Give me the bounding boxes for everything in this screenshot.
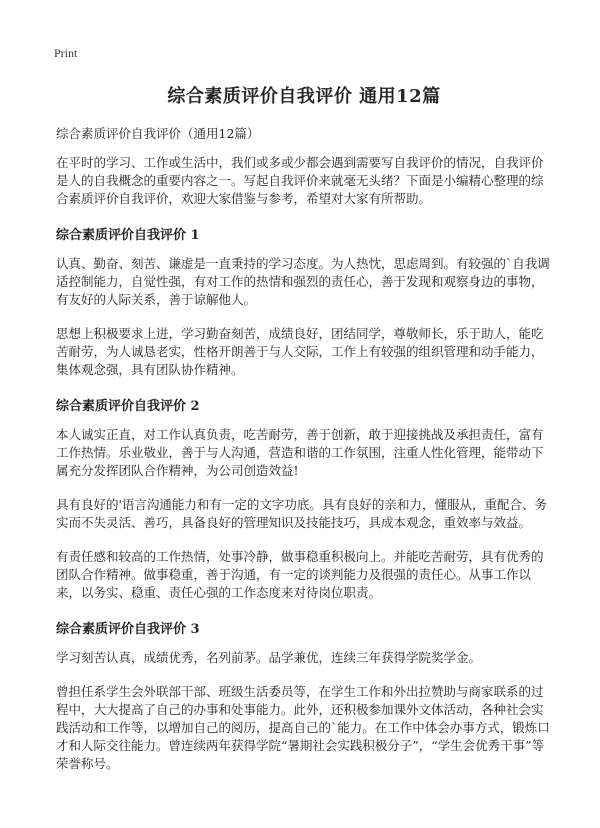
section-1-paragraph-1: 认真、勤奋、刻苦、谦虚是一直秉持的学习态度。为人热忱，思虑周到。有较强的`自我调适控制能力，自觉性强，有对工作的热情和强烈的责任心，善于发现和观察身边的事物，有友好的人际关系，善于谅解他人。 bbox=[56, 256, 550, 307]
section-heading-1: 综合素质评价自我评价 1 bbox=[56, 228, 200, 243]
section-3-paragraph-2: 曾担任系学生会外联部干部、班级生活委员等，在学生工作和外出拉赞助与商家联系的过程中，大大提高了自己的办事和处事能力。此外，还积极参加课外文体活动，各种社会实践活动和工作等，以增加自己的阅历，提高自己的`能力。在工作中体会办事方式，锻炼口才和人际交往能力。曾连续两年获得学院“暑期社会实践积极分子”，“学生会优秀干事”等荣誉称号。 bbox=[56, 684, 550, 771]
page-title: 综合素质评价自我评价 通用12篇 bbox=[167, 86, 441, 107]
intro-paragraph: 在平时的学习、工作或生活中，我们或多或少都会遇到需要写自我评价的情况，自我评价是人的自我概念的重要内容之一。写起自我评价来就毫无头绪？下面是小编精心整理的综合素质评价自我评价，欢迎大家借鉴与参考，希望对大家有所帮助。 bbox=[56, 155, 544, 206]
article bbox=[56, 82, 552, 789]
section-2-paragraph-2: 具有良好的'语言沟通能力和有一定的文字功底。具有良好的亲和力，懂服从，重配合、务实而不失灵活、善巧，具备良好的管理知识及技能技巧，具成本观念，重效率与效益。 bbox=[56, 497, 547, 530]
section-heading-3: 综合素质评价自我评价 3 bbox=[56, 622, 200, 637]
section-3-paragraph-1: 学习刻苦认真，成绩优秀，名列前茅。品学兼优，连续三年获得学院奖学金。 bbox=[56, 650, 482, 665]
section-1-paragraph-2: 思想上积极要求上进，学习勤奋刻苦，成绩良好，团结同学，尊敬师长，乐于助人，能吃苦耐劳，为人诚恳老实，性格开朗善于与人交际，工作上有较强的组织管理和动手能力，集体观念强，具有团队协作精神。 bbox=[56, 326, 544, 377]
section-heading-2: 综合素质评价自我评价 2 bbox=[56, 399, 200, 414]
section-2-paragraph-1: 本人诚实正直，对工作认真负责，吃苦耐劳，善于创新，敢于迎接挑战及承担责任，富有工作热情。乐业敬业，善于与人沟通，营造和谐的工作氛围，注重人性化管理，能带动下属充分发挥团队合作精神，为公司创造效益! bbox=[56, 427, 544, 478]
section-2-paragraph-3: 有责任感和较高的工作热情，处事冷静，做事稳重积极向上。并能吃苦耐劳，具有优秀的团队合作精神。做事稳重，善于沟通，有一定的谈判能力及很强的责任心。从事工作以来，以务实、稳重、责任心强的工作态度来对待岗位职责。 bbox=[56, 549, 544, 600]
article-subtitle: 综合素质评价自我评价（通用12篇） bbox=[56, 126, 260, 141]
print-link[interactable]: Print bbox=[54, 46, 78, 60]
